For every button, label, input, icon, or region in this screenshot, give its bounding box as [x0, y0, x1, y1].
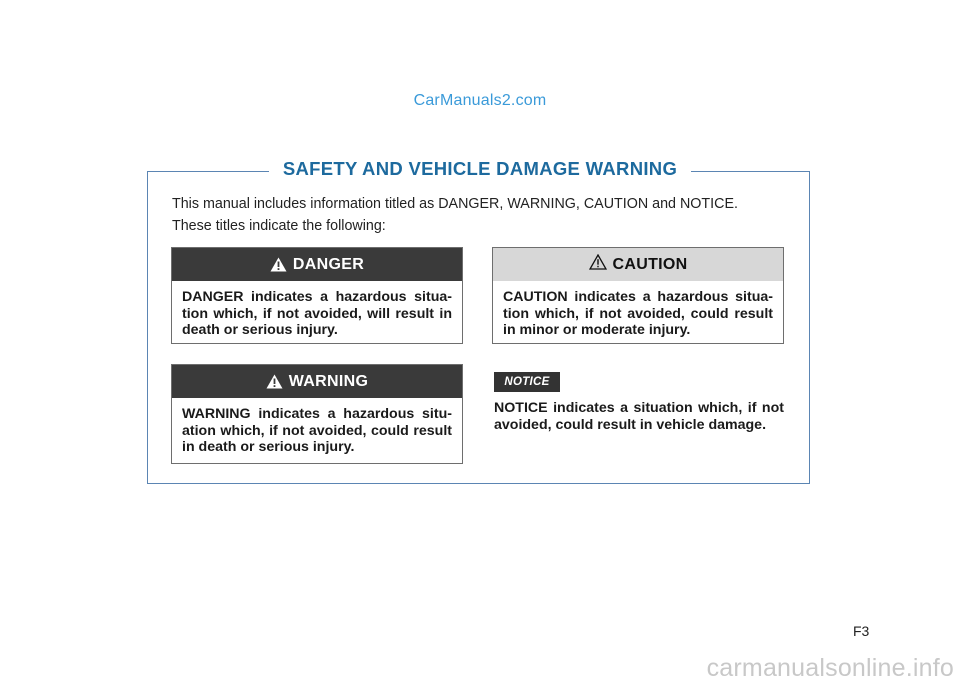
caution-header [493, 248, 783, 281]
warning-text: WARNING indicates a hazardous situation which, if not avoided, could result in death or serious injury. [182, 406, 452, 455]
danger-header [172, 248, 462, 281]
warning-box [171, 364, 463, 464]
danger-title: DANGER [292, 255, 365, 273]
notice-text: NOTICE indicates a situation which, if not avoided, could result in vehicle damage. [494, 400, 784, 433]
section-title-text: SAFETY AND VEHICLE DAMAGE WARNING [269, 158, 691, 180]
watermark-top: CarManuals2.com [413, 92, 547, 109]
page-number: F3 [853, 623, 870, 639]
intro-line-2: These titles indicate the following: [172, 218, 386, 234]
caution-box [492, 247, 784, 344]
section-title [0, 158, 960, 180]
warning-title: WARNING [288, 372, 369, 390]
intro-line-1: This manual includes information titled as DANGER, WARNING, CAUTION and NOTICE. [172, 196, 738, 212]
notice-badge: NOTICE [494, 372, 560, 392]
warning-triangle-outline-icon [589, 254, 607, 270]
caution-text: CAUTION indicates a hazardous situation which, if not avoided, could result in minor or moderate injury. [503, 289, 773, 338]
warning-triangle-icon [266, 374, 283, 389]
warning-triangle-icon [270, 257, 287, 272]
intro-text [172, 193, 792, 237]
watermark-bottom: carmanualsonline.info [706, 654, 954, 682]
danger-box [171, 247, 463, 344]
warning-header [172, 365, 462, 398]
danger-text: DANGER indicates a hazardous situation which, if not avoided, will result in death or serious injury. [182, 289, 452, 338]
caution-title: CAUTION [612, 255, 688, 273]
